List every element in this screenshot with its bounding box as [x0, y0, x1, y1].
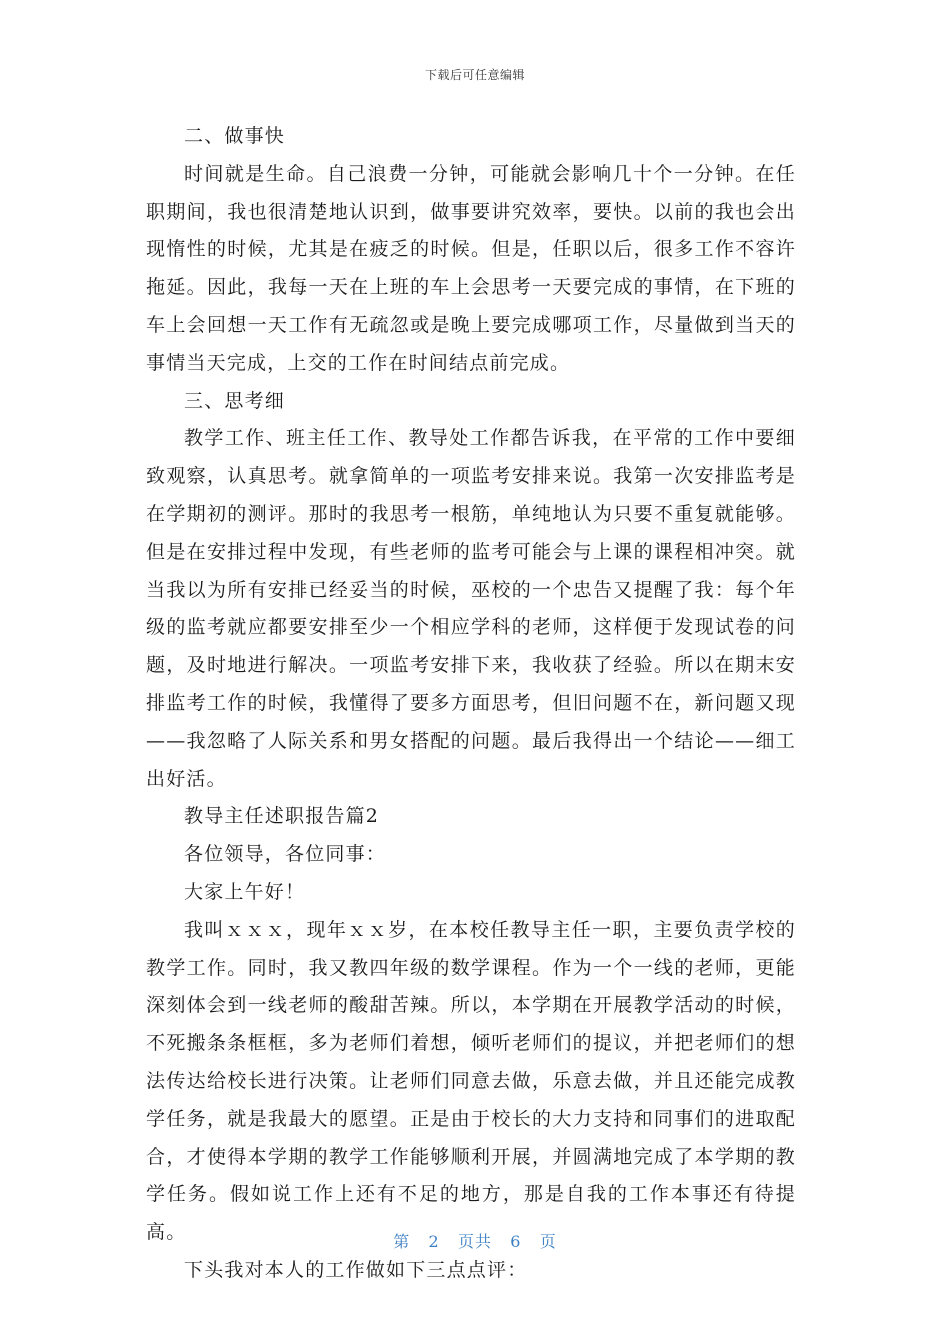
- section-heading-thinking-carefully: 三、思考细: [184, 389, 286, 412]
- paragraph-efficiency: 时间就是生命。自己浪费一分钟，可能就会影响几十个一分钟。在任职期间，我也很清楚地认识到，做事要讲究效率，要快。以前的我也会出现惰性的时候，尤其是在疲乏的时候。但是，任职以后，很多工作不容许拖延。因此，我每一天在上班的车上会思考一天要完成的事情，在下班的车上会回想一天工作有无疏忽或是晚上要完成哪项工作，尽量做到当天的事情当天完成，上交的工作在时间结点前完成。: [146, 162, 796, 374]
- document-body: [146, 118, 796, 1290]
- footer-current-page: 2: [428, 1232, 440, 1251]
- footer-label-of: 页共: [457, 1232, 492, 1251]
- section-heading-doing-fast: 二、做事快: [184, 125, 286, 147]
- paragraph-exam-arrangement: 教学工作、班主任工作、教导处工作都告诉我，在平常的工作中要细致观察，认真思考。就拿简单的一项监考安排来说。我第一次安排监考是在学期初的测评。那时的我思考一根筋，单纯地认为只要不重复就能够。但是在安排过程中发现，有些老师的监考可能会与上课的课程相冲突。就当我以为所有安排已经妥当的时候，巫校的一个忠告又提醒了我：每个年级的监考就应都要安排至少一个相应学科的老师，这样便于发现试卷的问题，及时地进行解决。一项监考安排下来，我收获了经验。所以在期末安排监考工作的时候，我懂得了要多方面思考，但旧问题不在，新问题又现——我忽略了人际关系和男女搭配的问题。最后我得出一个结论——细工出好活。: [146, 427, 796, 790]
- salutation: 各位领导，各位同事：: [184, 843, 387, 866]
- paragraph-introduction: 我叫ｘｘｘ，现年ｘｘ岁，在本校任教导主任一职，主要负责学校的教学工作。同时，我又教四年级的数学课程。作为一个一线的老师，更能深刻体会到一线老师的酸甜苦辣。所以，本学期在开展教学活动的时候，不死搬条条框框，多为老师们着想，倾听老师们的提议，并把老师们的想法传达给校长进行决策。让老师们同意去做，乐意去做，并且还能完成教学任务，就是我最大的愿望。正是由于校长的大力支持和同事们的进取配合，才使得本学期的教学工作能够顺利开展，并圆满地完成了本学期的教学任务。假如说工作上还有不足的地方，那是自我的工作本事还有待提高。: [146, 918, 796, 1244]
- footer-label-page: 第: [393, 1232, 411, 1251]
- page-footer: [0, 1229, 950, 1252]
- page-header: 下载后可任意编辑: [424, 68, 525, 82]
- greeting: 大家上午好！: [184, 880, 306, 903]
- paragraph-lead-in: 下头我对本人的工作做如下三点点评：: [184, 1258, 528, 1281]
- footer-label-end: 页: [539, 1232, 557, 1251]
- footer-total-pages: 6: [510, 1232, 522, 1251]
- report-title-part-2: 教导主任述职报告篇2: [184, 805, 380, 828]
